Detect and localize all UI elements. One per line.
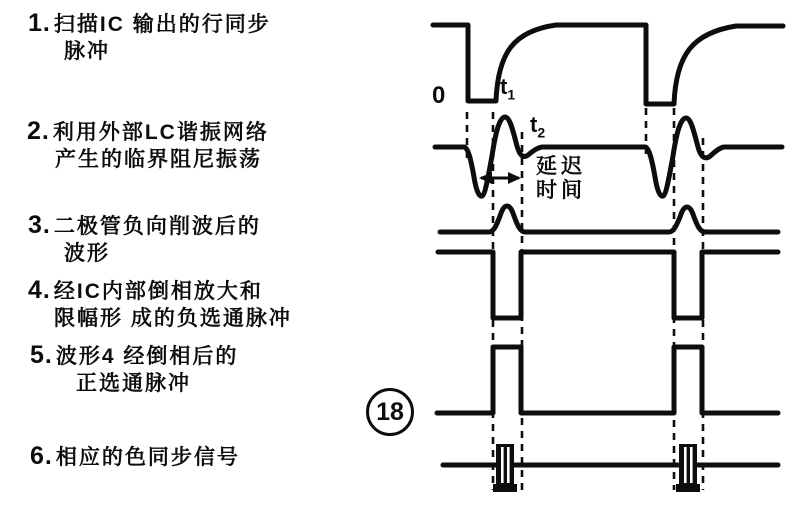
item-number: 5.: [30, 341, 53, 369]
zero-level-label: 0: [432, 82, 446, 109]
item-text: 经IC内部倒相放大和: [53, 280, 263, 303]
waveform-negative-gate: [438, 252, 778, 318]
item-number: 6.: [30, 442, 53, 470]
label-item-3: [28, 212, 261, 267]
item-text-line2: 脉冲: [64, 40, 110, 63]
item-text: 利用外部LC谐振网络: [52, 121, 269, 144]
waveform-line-sync: [433, 25, 783, 104]
item-text-line2: 产生的临界阻尼振荡: [55, 148, 262, 171]
item-number: 4.: [28, 276, 51, 304]
item-text: 波形4 经倒相后的: [55, 345, 239, 368]
t1-label: $t_1$: [500, 74, 516, 103]
color-burst-right: [676, 444, 700, 492]
waveform-positive-gate: [437, 347, 778, 413]
item-text: 扫描IC 输出的行同步: [53, 13, 271, 36]
label-item-4: [28, 277, 292, 332]
item-number: 3.: [28, 211, 51, 239]
waveform-lc-oscillation: [435, 117, 782, 196]
label-item-2: [27, 118, 269, 173]
label-item-1: [28, 10, 271, 65]
label-item-5: [30, 342, 238, 397]
delay-time-label: 延迟 时间: [536, 155, 586, 202]
item-text-line2: 正选通脉冲: [76, 372, 191, 395]
t2-label: $t_2$: [530, 112, 546, 141]
figure-number-badge: [366, 388, 414, 436]
item-text: 二极管负向削波后的: [53, 215, 261, 238]
item-text-line2: 波形: [64, 242, 110, 265]
item-number: 1.: [28, 9, 51, 37]
item-text: 相应的色同步信号: [55, 446, 240, 469]
item-text-line2: 限幅形 成的负选通脉冲: [54, 307, 292, 330]
item-number: 2.: [27, 117, 50, 145]
color-burst-left: [493, 444, 517, 492]
waveform-clipped: [440, 206, 778, 232]
label-item-6: [30, 443, 240, 471]
figure-number: 18: [376, 397, 404, 426]
